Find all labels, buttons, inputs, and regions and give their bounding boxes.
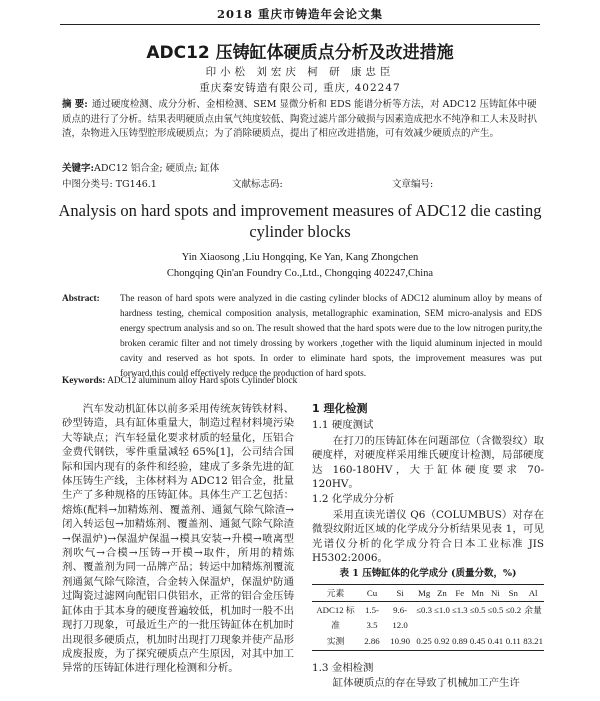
table-cell: ≤0.5 (469, 605, 486, 616)
section-1-3-paragraph: 缸体硬质点的存在导致了机械加工产生许 (332, 676, 520, 689)
cn-title: ADC12 压铸缸体硬质点分析及改进措施 (146, 43, 454, 63)
table-header-cell: Si (385, 584, 415, 601)
table-cell: 2.86 (359, 633, 385, 650)
intro-paragraph: 汽车发动机缸体以前多采用传统灰铸铁材料、砂型铸造，具有缸体重量大，制造过程材料境污染大等缺点；汽车轻量化要求材质的轻量化，压铝合金费代钢铁，零件重量减轻 65%[1]，公司结合国际和国内现有的条件和经验，建成了多条先进的缸体压铸生产线，主体材料为 ADC12 铝合金，批量生产了多种规格的压铸缸体。具体生产工艺包括：熔炼(配料→加精炼剂、覆盖剂、通氮气除气除渣→闭入转运包→加精炼剂、覆盖剂、通氮气除气除渣→保温炉)→保温炉保温→模具安装→升模→喷离型剂吹气→合模→压铸→开模→取件，所用的精炼剂、覆盖剂为同一品牌产品；转运中加精炼剂覆流剂通氮气除气除渣，合金转入保温炉，保温炉防通过陶瓷过滤网向配铝口供铝水，正常的铝合金压铸缸体由于其本身的硬度普遍较低，机加时一般不出现打刀现象，可最近生产的一批压铸缸体在机加时出现很多硬质点，机加时出现打刀现象并使产品形成废报废，为了探究硬质点产生原因，对其中加工异常的压铸缸体进行理化检测和分析。 (62, 403, 294, 675)
en-abstract-label: Abstract: (62, 294, 100, 304)
table-header-cell: Al (522, 584, 544, 601)
cn-classification-row (62, 176, 540, 190)
section-1-2-paragraph: 采用直读光谱仪 Q6（COLUMBUS）对存在微裂纹附近区域的化学成分分析结果见表 1，可见光谱仪分析的化学成分符合日本工业标准 JIS H5302:2006。 (312, 508, 544, 565)
en-abstract-text: The reason of hard spots were analyzed in die casting cylinder blocks of ADC12 aluminum alloy by means of hardness testing, chemical composition analysis, metallographic examination, SEM micro-analysis and EDS energy spectrum analysis and so on. The result showed that the hard spots were due to the low nitrogen purity,the broken ceramic filter and not timely drossing by workers ,together with the liquid aluminum injected in mould cavity and reserved as hot spots. In order to eliminate hard spots, the improvement measures was put forward,this could effectively reduce the production of hard spots. (120, 294, 542, 379)
table-cell: 0.92 (433, 633, 451, 650)
table-row-label: ADC12 标准 (316, 605, 355, 630)
table-cell: ≤0.3 (416, 605, 433, 616)
section-1-heading: 1 理化检测 (312, 402, 368, 415)
cn-doc-code: 文献标志码: (232, 179, 283, 190)
section-1-1-heading: 1.1 硬度测试 (312, 419, 374, 432)
right-column (312, 402, 544, 690)
section-1-2-heading: 1.2 化学成分分析 (312, 493, 395, 506)
cn-affiliation: 重庆秦安铸造有限公司, 重庆, 402247 (199, 82, 401, 94)
table-row-actual (312, 633, 544, 650)
table-cell: ≤0.2 (505, 605, 522, 616)
en-title: Analysis on hard spots and improvement measures of ADC12 die casting cylinder blocks (58, 201, 542, 241)
section-1-1-paragraph: 在打刀的压铸缸体在问题部位（含微裂纹）取硬度样，对硬度样采用维氏硬度计检测，局部硬度达 160-180HV，大于缸体硬度要求 70-120HV。 (312, 434, 544, 491)
table-cell: 10.90 (385, 633, 415, 650)
table-header-cell: Mg (415, 584, 433, 601)
table-cell: ≤0.5 (487, 605, 504, 616)
table-cell: 0.25 (415, 633, 433, 650)
table-cell: 83.21 (522, 633, 544, 650)
en-keywords-label: Keywords: (62, 376, 106, 386)
table-header-cell: Cu (359, 584, 385, 601)
table-header-cell: 元素 (312, 584, 359, 601)
table-header-cell: Ni (487, 584, 505, 601)
table-cell: 0.89 (451, 633, 469, 650)
en-abstract (62, 292, 542, 382)
table-header-cell: Mn (469, 584, 487, 601)
en-keywords-text: ADC12 aluminum alloy Hard spots Cylinder block (107, 376, 298, 386)
table-cell: 0.11 (504, 633, 522, 650)
en-authors: Yin Xiaosong ,Liu Hongqing, Ke Yan, Kang Zhongchen (181, 252, 419, 263)
table-1-caption: 表 1 压铸缸体的化学成分 (质量分数，%) (339, 568, 517, 580)
table-cell: ≤1.0 (434, 605, 450, 616)
en-keywords (62, 376, 542, 386)
section-1-3-heading: 1.3 金相检测 (312, 661, 374, 674)
composition-table (312, 584, 544, 651)
running-header: 2018 重庆市铸造年会论文集 (216, 7, 383, 21)
table-cell: 9.6-12.0 (392, 605, 408, 630)
table-header-cell: Fe (451, 584, 469, 601)
header-rule (60, 24, 540, 25)
table-cell: 0.45 (469, 633, 487, 650)
en-affiliation: Chongqing Qin'an Foundry Co.,Ltd., Chongqing 402247,China (166, 268, 434, 279)
cn-keywords-label: 关键字: (62, 163, 95, 174)
cn-authors: 印小松 刘宏庆 柯 研 康忠臣 (205, 66, 395, 78)
cn-class-number: 中图分类号: TG146.1 (62, 179, 157, 190)
table-header-cell: Zn (433, 584, 451, 601)
table-header-row (312, 584, 544, 601)
table-row-spec (312, 602, 544, 633)
cn-abstract-text: 通过硬度检测、成分分析、金相检测、SEM 显微分析和 EDS 能谱分析等方法，对 ADC12 压铸缸体中硬质点的进行了分析。结果表明硬质点由氧气纯度较低、陶瓷过滤片部分破损与因素造成把水不纯净和工人未及时扒渣，杂物进入压铸型腔形成硬质点；为了消除硬质点，提出了相应改进措施，可有效减少硬质点的产生。 (62, 99, 538, 139)
cn-abstract-label: 摘 要: (62, 99, 88, 110)
table-row-label: 实测 (312, 633, 359, 650)
left-column (62, 402, 294, 676)
table-cell: 1.5-3.5 (365, 605, 379, 630)
cn-abstract (62, 98, 540, 142)
table-cell: 0.41 (487, 633, 505, 650)
table-header-cell: Sn (504, 584, 522, 601)
table-cell: ≤1.3 (451, 605, 468, 616)
cn-keywords-text: ADC12 铝合金; 硬质点; 缸体 (94, 163, 220, 174)
cn-article-number: 文章编号: (392, 179, 434, 190)
cn-keywords (62, 160, 540, 174)
table-cell: 余量 (524, 605, 542, 616)
